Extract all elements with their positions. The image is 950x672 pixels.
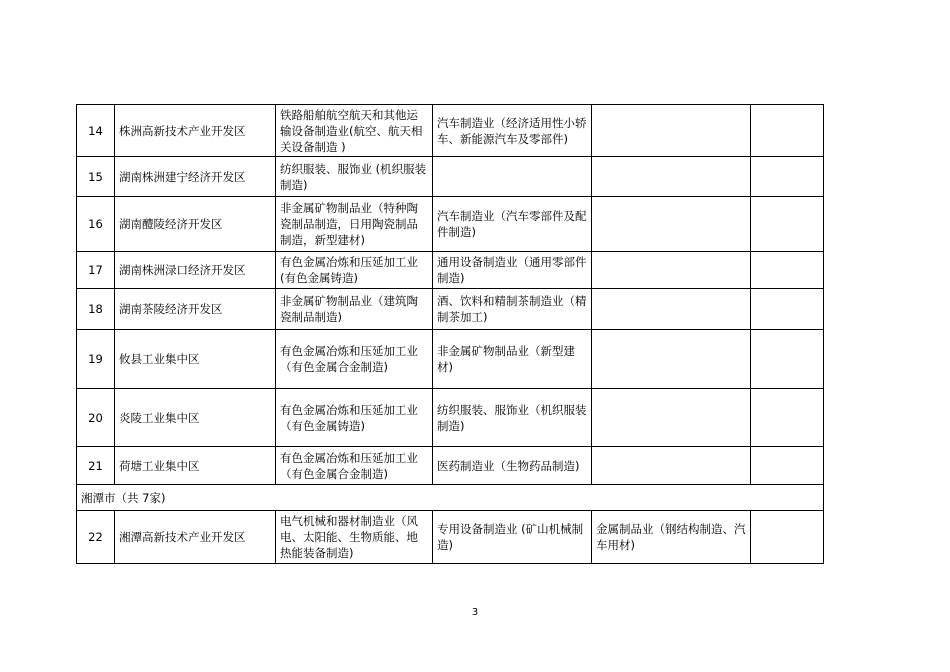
industry-secondary: 专用设备制造业 (矿山机械制造) xyxy=(433,511,592,564)
industry-secondary: 非金属矿物制品业（新型建材) xyxy=(433,330,592,389)
table-row xyxy=(77,447,824,485)
table-row xyxy=(77,105,824,157)
industry-secondary: 通用设备制造业（通用零部件制造) xyxy=(433,252,592,289)
industry-secondary: 汽车制造业（汽车零部件及配件制造) xyxy=(433,197,592,252)
zone-name: 株洲高新技术产业开发区 xyxy=(115,105,276,157)
notes-cell xyxy=(751,447,824,485)
industry-tertiary xyxy=(592,389,751,447)
row-number: 20 xyxy=(77,389,115,447)
section-header: 湘潭市（共 7家) xyxy=(77,485,824,511)
table-row xyxy=(77,289,824,330)
notes-cell xyxy=(751,511,824,564)
notes-cell xyxy=(751,157,824,197)
zone-name: 湖南株洲建宁经济开发区 xyxy=(115,157,276,197)
zone-name: 湖南茶陵经济开发区 xyxy=(115,289,276,330)
industry-primary: 纺织服装、服饰业 (机织服装制造) xyxy=(276,157,433,197)
notes-cell xyxy=(751,252,824,289)
industry-tertiary xyxy=(592,157,751,197)
industry-primary: 电气机械和器材制造业（风电、太阳能、生物质能、地热能装备制造) xyxy=(276,511,433,564)
table-row xyxy=(77,389,824,447)
zone-name: 攸县工业集中区 xyxy=(115,330,276,389)
row-number: 18 xyxy=(77,289,115,330)
zone-name: 湘潭高新技术产业开发区 xyxy=(115,511,276,564)
notes-cell xyxy=(751,197,824,252)
notes-cell xyxy=(751,105,824,157)
table-row xyxy=(77,330,824,389)
row-number: 19 xyxy=(77,330,115,389)
industry-tertiary xyxy=(592,197,751,252)
row-number: 16 xyxy=(77,197,115,252)
industry-primary: 非金属矿物制品业（建筑陶瓷制品制造) xyxy=(276,289,433,330)
industry-secondary: 纺织服装、服饰业（机织服装制造) xyxy=(433,389,592,447)
industry-tertiary xyxy=(592,447,751,485)
industry-tertiary: 金属制品业（钢结构制造、汽车用材) xyxy=(592,511,751,564)
row-number: 15 xyxy=(77,157,115,197)
table-row xyxy=(77,197,824,252)
row-number: 21 xyxy=(77,447,115,485)
industry-primary: 铁路船舶航空航天和其他运输设备制造业(航空、航天相关设备制造 ) xyxy=(276,105,433,157)
table-row xyxy=(77,252,824,289)
notes-cell xyxy=(751,389,824,447)
industry-secondary: 酒、饮料和精制茶制造业（精制茶加工) xyxy=(433,289,592,330)
industry-primary: 有色金属冶炼和压延加工业（有色金属铸造) xyxy=(276,389,433,447)
notes-cell xyxy=(751,289,824,330)
industry-secondary: 医药制造业（生物药品制造) xyxy=(433,447,592,485)
zone-name: 炎陵工业集中区 xyxy=(115,389,276,447)
industry-tertiary xyxy=(592,330,751,389)
table-row xyxy=(77,157,824,197)
industry-tertiary xyxy=(592,252,751,289)
zone-name: 湖南醴陵经济开发区 xyxy=(115,197,276,252)
page-number: 3 xyxy=(471,607,479,618)
industry-tertiary xyxy=(592,105,751,157)
row-number: 22 xyxy=(77,511,115,564)
industry-secondary: 汽车制造业（经济适用性小轿车、新能源汽车及零部件) xyxy=(433,105,592,157)
industry-primary: 非金属矿物制品业（特种陶瓷制品制造，日用陶瓷制品制造，新型建材) xyxy=(276,197,433,252)
industry-secondary xyxy=(433,157,592,197)
industry-primary: 有色金属冶炼和压延加工业（有色金属合金制造) xyxy=(276,447,433,485)
zone-name: 湖南株洲渌口经济开发区 xyxy=(115,252,276,289)
industry-primary: 有色金属冶炼和压延加工业（有色金属合金制造) xyxy=(276,330,433,389)
row-number: 17 xyxy=(77,252,115,289)
zone-name: 荷塘工业集中区 xyxy=(115,447,276,485)
table-row xyxy=(77,511,824,564)
section-row xyxy=(77,485,824,511)
industry-table xyxy=(76,104,824,564)
notes-cell xyxy=(751,330,824,389)
row-number: 14 xyxy=(77,105,115,157)
industry-tertiary xyxy=(592,289,751,330)
industry-primary: 有色金属冶炼和压延加工业(有色金属铸造) xyxy=(276,252,433,289)
